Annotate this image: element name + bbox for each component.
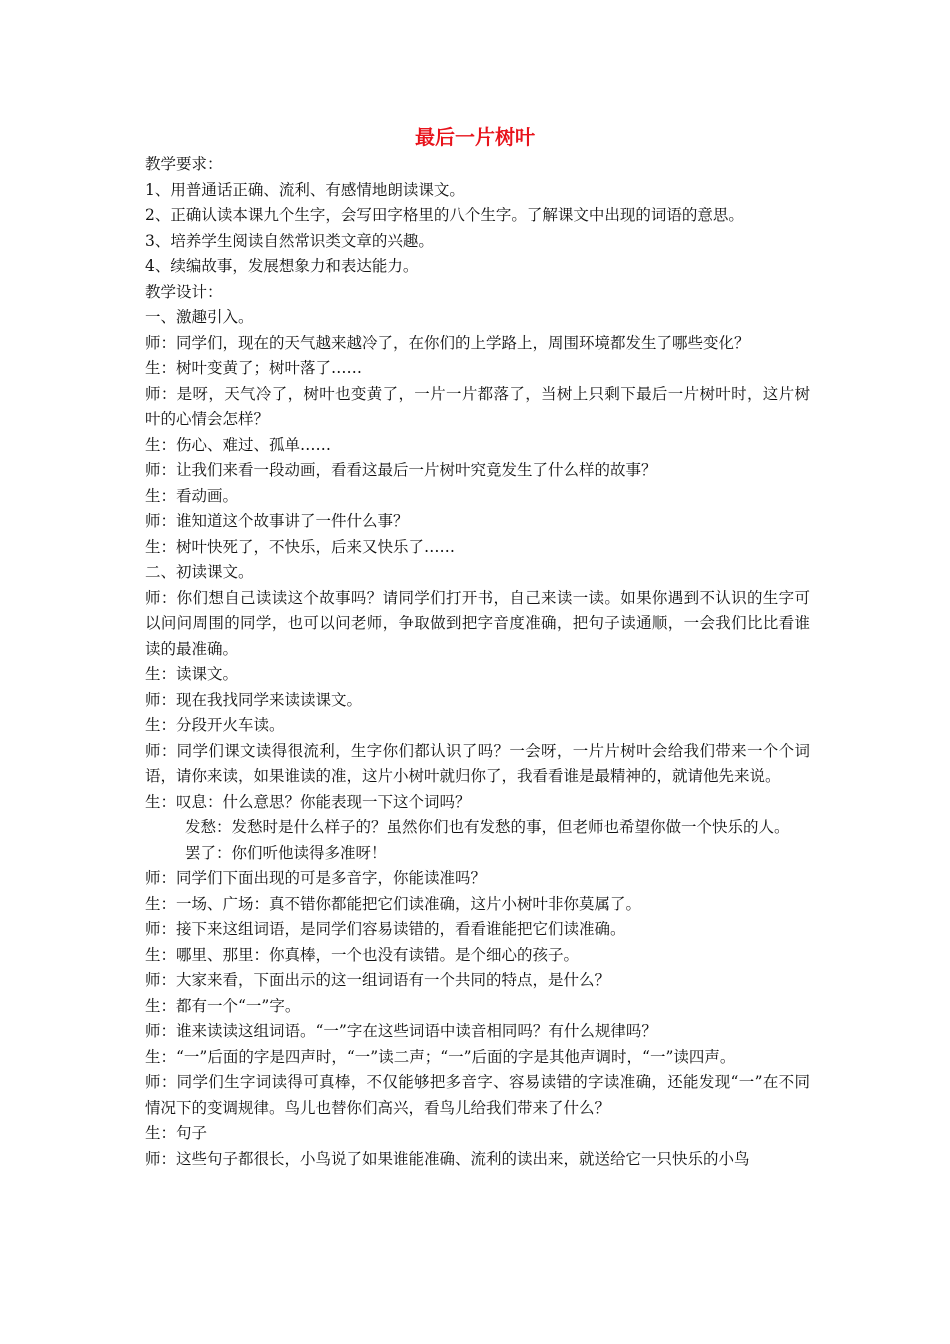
paragraph: 师：接下来这组词语，是同学们容易读错的，看看谁能把它们读准确。 bbox=[145, 920, 626, 938]
paragraph: 师：同学们生字词读得可真棒，不仅能够把多音字、容易读错的字读准确，还能发现“一”在不同情况下的变调规律。鸟儿也替你们高兴，看鸟儿给我们带来了什么？ bbox=[145, 1073, 810, 1117]
paragraph: 教学设计： bbox=[145, 282, 223, 301]
paragraph: 生：树叶快死了，不快乐，后来又快乐了…… bbox=[145, 537, 456, 556]
paragraph: 罢了：你们听他读得多准呀！ bbox=[185, 843, 387, 862]
paragraph: 4、续编故事，发展想象力和表达能力。 bbox=[145, 257, 419, 275]
paragraph: 二、初读课文。 bbox=[145, 563, 254, 581]
paragraph: 师：大家来看，下面出示的这一组词语有一个共同的特点，是什么？ bbox=[145, 971, 611, 989]
paragraph: 生：句子 bbox=[145, 1124, 208, 1142]
document-title: 最后一片树叶 bbox=[415, 125, 535, 149]
paragraph: 生：看动画。 bbox=[145, 486, 239, 505]
paragraph: 教学要求： bbox=[145, 155, 223, 173]
paragraph: 生：哪里、那里：你真棒，一个也没有读错。是个细心的孩子。 bbox=[145, 945, 580, 964]
paragraph: 师：同学们下面出现的可是多音字，你能读准吗？ bbox=[145, 869, 487, 887]
paragraph: 师：你们想自己读读这个故事吗？请同学们打开书，自己来读一读。如果你遇到不认识的生字可以问问周围的同学，也可以问老师，争取做到把字音度准确，把句子读通顺，一会我们比比看谁读的最准确。 bbox=[145, 588, 810, 658]
paragraph: 师：现在我找同学来读读课文。 bbox=[145, 690, 363, 709]
paragraph: 3、培养学生阅读自然常识类文章的兴趣。 bbox=[145, 231, 434, 250]
paragraph: 生：叹息：什么意思？你能表现一下这个词吗？ bbox=[145, 792, 471, 811]
paragraph: 1、用普通话正确、流利、有感情地朗读课文。 bbox=[145, 180, 465, 199]
paragraph: 师：是呀，天气冷了，树叶也变黄了，一片一片都落了，当树上只剩下最后一片树叶时，这片树叶的心情会怎样？ bbox=[145, 384, 810, 428]
paragraph: 生：一场、广场：真不错你都能把它们读准确，这片小树叶非你莫属了。 bbox=[145, 894, 642, 913]
paragraph: 生：读课文。 bbox=[145, 665, 239, 683]
document-body bbox=[145, 152, 810, 1172]
paragraph: 师：谁知道这个故事讲了一件什么事？ bbox=[145, 512, 409, 530]
paragraph: 师：同学们，现在的天气越来越冷了，在你们的上学路上，周围环境都发生了哪些变化？ bbox=[145, 333, 750, 352]
paragraph: 生：“一”后面的字是四声时，“一”读二声；“一”后面的字是其他声调时，“一”读四声。 bbox=[145, 1047, 736, 1066]
paragraph: 师：谁来读读这组词语。“一”字在这些词语中读音相同吗？有什么规律吗？ bbox=[145, 1022, 657, 1040]
paragraph: 师：这些句子都很长，小鸟说了如果谁能准确、流利的读出来，就送给它一只快乐的小鸟 bbox=[145, 1149, 750, 1168]
paragraph: 师：同学们课文读得很流利，生字你们都认识了吗？一会呀，一片片树叶会给我们带来一个个词语，请你来读，如果谁读的准，这片小树叶就归你了，我看看谁是最精神的，就请他先来说。 bbox=[145, 741, 810, 785]
paragraph: 2、正确认读本课九个生字，会写田字格里的八个生字。了解课文中出现的词语的意思。 bbox=[145, 206, 744, 224]
paragraph: 发愁：发愁时是什么样子的？虽然你们也有发愁的事，但老师也希望你做一个快乐的人。 bbox=[185, 818, 790, 836]
paragraph: 生：伤心、难过、孤单…… bbox=[145, 435, 332, 454]
paragraph: 生：树叶变黄了；树叶落了…… bbox=[145, 359, 363, 377]
paragraph: 生：分段开火车读。 bbox=[145, 716, 285, 734]
paragraph: 生：都有一个“一”字。 bbox=[145, 996, 301, 1015]
paragraph: 师：让我们来看一段动画，看看这最后一片树叶究竟发生了什么样的故事？ bbox=[145, 461, 657, 479]
paragraph: 一、激趣引入。 bbox=[145, 308, 254, 326]
